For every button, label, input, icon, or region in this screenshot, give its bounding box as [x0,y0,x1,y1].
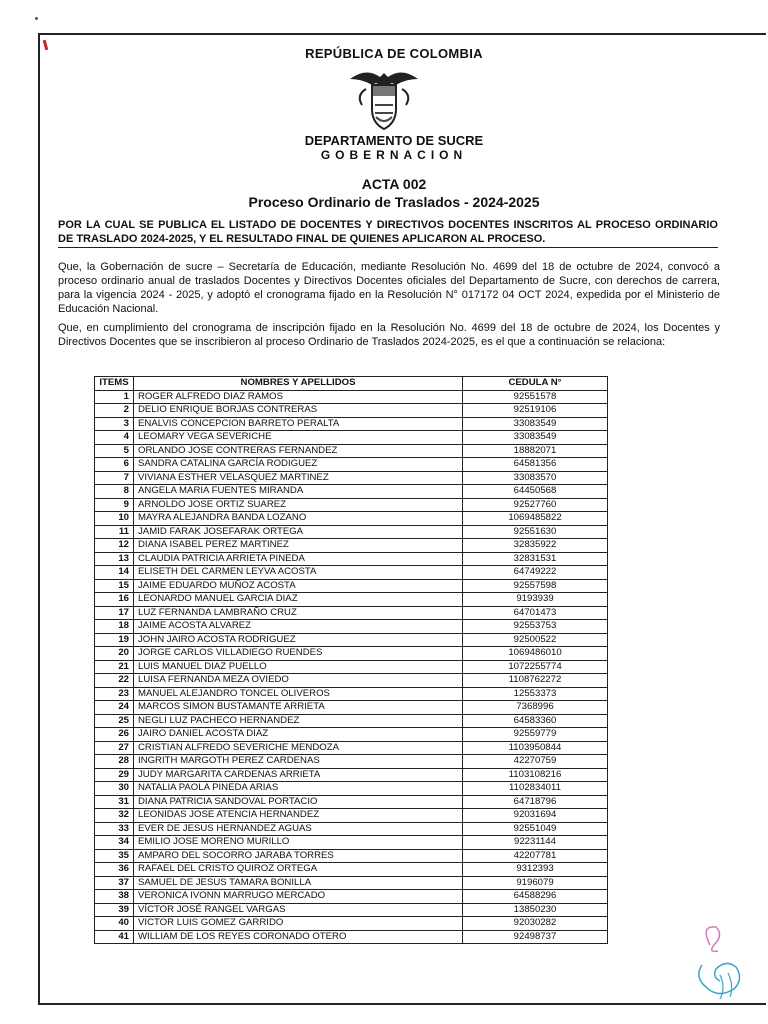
row-cedula: 33083570 [463,471,608,485]
row-item-number: 3 [95,417,134,431]
row-full-name: ENALVIS CONCEPCION BARRETO PERALTA [134,417,463,431]
row-full-name: NATALIA PAOLA PINEDA ARIAS [134,782,463,796]
row-cedula: 92527760 [463,498,608,512]
table-row [95,579,608,593]
table-row [95,660,608,674]
table-row [95,903,608,917]
row-item-number: 21 [95,660,134,674]
row-item-number: 33 [95,822,134,836]
government-title: GOBERNACION [320,148,468,162]
row-cedula: 12553373 [463,687,608,701]
table-row [95,701,608,715]
paragraph-2: Que, en cumplimiento del cronograma de inscripción fijado en la Resolución No. 4699 del 18 de octubre de 2024, los Docentes y Directivos Docentes que se inscribieron al proceso Ordinario de Traslados 2024-2025, es el que a continuación se relaciona: [58,322,720,348]
row-full-name: DIANA ISABEL PEREZ MARTINEZ [134,539,463,553]
row-full-name: VÍCTOR JOSÉ RANGEL VARGAS [134,903,463,917]
row-item-number: 1 [95,390,134,404]
row-cedula: 32831531 [463,552,608,566]
table-row [95,674,608,688]
table-row [95,741,608,755]
scan-dot [35,17,38,20]
row-full-name: LEONIDAS JOSE ATENCIA HERNANDEZ [134,809,463,823]
row-item-number: 18 [95,620,134,634]
row-full-name: LUIS MANUEL DIAZ PUELLO [134,660,463,674]
table-row [95,471,608,485]
row-item-number: 7 [95,471,134,485]
row-full-name: RAFAEL DEL CRISTO QUIROZ ORTEGA [134,863,463,877]
table-row [95,917,608,931]
row-cedula: 9196079 [463,876,608,890]
row-item-number: 24 [95,701,134,715]
table-header-row [95,377,608,391]
row-cedula: 1108762272 [463,674,608,688]
row-full-name: EMILIO JOSE MORENO MURILLO [134,836,463,850]
country-title: REPÚBLICA DE COLOMBIA [305,46,483,61]
row-cedula: 1069485822 [463,512,608,526]
row-cedula: 42270759 [463,755,608,769]
row-full-name: LEONARDO MANUEL GARCIA DIAZ [134,593,463,607]
table-row [95,768,608,782]
table-row [95,566,608,580]
table-row [95,525,608,539]
row-cedula: 92031694 [463,809,608,823]
row-full-name: ANGELA MARIA FUENTES MIRANDA [134,485,463,499]
row-cedula: 92231144 [463,836,608,850]
row-cedula: 7368996 [463,701,608,715]
row-item-number: 19 [95,633,134,647]
row-item-number: 32 [95,809,134,823]
row-full-name: LUISA FERNANDA MEZA OVIEDO [134,674,463,688]
table-row [95,593,608,607]
table-row [95,647,608,661]
row-cedula: 92500522 [463,633,608,647]
row-full-name: ROGER ALFREDO DIAZ RAMOS [134,390,463,404]
row-item-number: 6 [95,458,134,472]
row-cedula: 64588296 [463,890,608,904]
row-item-number: 4 [95,431,134,445]
row-item-number: 30 [95,782,134,796]
row-item-number: 11 [95,525,134,539]
row-item-number: 41 [95,930,134,944]
row-item-number: 25 [95,714,134,728]
row-item-number: 26 [95,728,134,742]
row-full-name: JOHN JAIRO ACOSTA RODRIGUEZ [134,633,463,647]
row-cedula: 32835922 [463,539,608,553]
row-item-number: 38 [95,890,134,904]
table-row [95,552,608,566]
row-full-name: VERONICA IVONN MARRUGO MERCADO [134,890,463,904]
row-full-name: DIANA PATRICIA SANDOVAL PORTACIO [134,795,463,809]
row-cedula: 92553753 [463,620,608,634]
row-full-name: VIVIANA ESTHER VELASQUEZ MARTINEZ [134,471,463,485]
acta-block [0,176,768,210]
header-cedula: CEDULA N° [463,377,608,391]
row-cedula: 64581356 [463,458,608,472]
row-full-name: DELIO ENRIQUE BORJAS CONTRERAS [134,404,463,418]
handwritten-signature [690,915,750,1005]
table-row [95,606,608,620]
row-cedula: 9193939 [463,593,608,607]
row-cedula: 64701473 [463,606,608,620]
row-item-number: 8 [95,485,134,499]
table-row [95,863,608,877]
table-row [95,390,608,404]
row-full-name: CRISTIAN ALFREDO SEVERICHE MENDOZA [134,741,463,755]
row-full-name: INGRITH MARGOTH PEREZ CARDENAS [134,755,463,769]
row-full-name: SANDRA CATALINA GARCÍA RODIGUEZ [134,458,463,472]
row-item-number: 23 [95,687,134,701]
table-row [95,417,608,431]
table-row [95,876,608,890]
row-cedula: 18882071 [463,444,608,458]
acta-process: Proceso Ordinario de Traslados - 2024-2025 [248,194,540,210]
row-full-name: MANUEL ALEJANDRO TONCEL OLIVEROS [134,687,463,701]
acta-number: ACTA 002 [361,176,427,192]
row-item-number: 5 [95,444,134,458]
row-cedula: 1103950844 [463,741,608,755]
table-row [95,890,608,904]
row-cedula: 1069486010 [463,647,608,661]
row-item-number: 15 [95,579,134,593]
row-full-name: AMPARO DEL SOCORRO JARABA TORRES [134,849,463,863]
row-cedula: 92519106 [463,404,608,418]
row-cedula: 13850230 [463,903,608,917]
table-row [95,930,608,944]
row-item-number: 9 [95,498,134,512]
row-full-name: MAYRA ALEJANDRA BANDA LOZANO [134,512,463,526]
row-full-name: LUZ FERNANDA LAMBRAÑO CRUZ [134,606,463,620]
row-cedula: 92551578 [463,390,608,404]
row-item-number: 10 [95,512,134,526]
row-cedula: 42207781 [463,849,608,863]
row-full-name: JAMID FARAK JOSEFARAK ORTEGA [134,525,463,539]
row-cedula: 64749222 [463,566,608,580]
row-item-number: 14 [95,566,134,580]
row-item-number: 27 [95,741,134,755]
table-row [95,795,608,809]
table-row [95,822,608,836]
table-row [95,444,608,458]
row-item-number: 28 [95,755,134,769]
table-row [95,809,608,823]
row-item-number: 37 [95,876,134,890]
row-full-name: ARNOLDO JOSE ORTIZ SUAREZ [134,498,463,512]
paragraph-1: Que, la Gobernación de sucre – Secretaría de Educación, mediante Resolución No. 4699 del 18 de octubre de 2024, convocó a proceso ordinario anual de traslados Docentes y Directivos Docentes oficiales del Departamento de Sucre, con derechos de carrera, para la vigencia 2024 - 2025, y adoptó el cronograma fijado en la Resolución N° 017172 04 OCT 2024, expedida por el Ministerio de Educación Nacional. [58,261,720,315]
department-title: DEPARTAMENTO DE SUCRE [304,133,484,148]
table-row [95,512,608,526]
row-cedula: 33083549 [463,417,608,431]
row-cedula: 92559779 [463,728,608,742]
row-cedula: 92551630 [463,525,608,539]
row-item-number: 39 [95,903,134,917]
resolution-heading: POR LA CUAL SE PUBLICA EL LISTADO DE DOCENTES Y DIRECTIVOS DOCENTES INSCRITOS AL PROCESO ORDINARIO DE TRASLADO 2024-2025, Y EL RESULTADO FINAL DE QUIENES APLICARON AL PROCESO. [58,218,718,248]
row-full-name: JORGE CARLOS VILLADIEGO RUENDES [134,647,463,661]
row-item-number: 29 [95,768,134,782]
table-row [95,485,608,499]
row-cedula: 92498737 [463,930,608,944]
header-items: ITEMS [95,377,134,391]
row-item-number: 34 [95,836,134,850]
row-cedula: 92551049 [463,822,608,836]
coat-of-arms-icon [346,65,422,131]
row-full-name: EVER DE JESUS HERNANDEZ AGUAS [134,822,463,836]
row-full-name: CLAUDIA PATRICIA ARRIETA PINEDA [134,552,463,566]
table-row [95,714,608,728]
row-cedula: 64450568 [463,485,608,499]
row-cedula: 33083549 [463,431,608,445]
table-row [95,836,608,850]
row-item-number: 40 [95,917,134,931]
row-item-number: 20 [95,647,134,661]
row-full-name: MARCOS SIMON BUSTAMANTE ARRIETA [134,701,463,715]
table-row [95,849,608,863]
row-cedula: 92557598 [463,579,608,593]
row-item-number: 36 [95,863,134,877]
row-full-name: VICTOR LUIS GOMEZ GARRIDO [134,917,463,931]
table-row [95,458,608,472]
row-cedula: 64718796 [463,795,608,809]
row-full-name: ORLANDO JOSE CONTRERAS FERNANDEZ [134,444,463,458]
registrants-table [94,376,608,944]
header-names: NOMBRES Y APELLIDOS [134,377,463,391]
row-full-name: WILLIAM DE LOS REYES CORONADO OTERO [134,930,463,944]
row-item-number: 22 [95,674,134,688]
row-item-number: 35 [95,849,134,863]
row-full-name: SAMUEL DE JESUS TAMARA BONILLA [134,876,463,890]
row-cedula: 9312393 [463,863,608,877]
table-row [95,620,608,634]
row-item-number: 13 [95,552,134,566]
row-full-name: ELISETH DEL CARMEN LEYVA ACOSTA [134,566,463,580]
row-cedula: 92030282 [463,917,608,931]
row-full-name: LEOMARY VEGA SEVERICHE [134,431,463,445]
table-row [95,404,608,418]
table-row [95,539,608,553]
table-row [95,728,608,742]
document-header [0,46,768,162]
row-full-name: JAIME EDUARDO MUÑOZ ACOSTA [134,579,463,593]
row-item-number: 31 [95,795,134,809]
row-full-name: JUDY MARGARITA CARDENAS ARRIETA [134,768,463,782]
row-item-number: 12 [95,539,134,553]
table-row [95,687,608,701]
row-cedula: 1103108216 [463,768,608,782]
table-row [95,755,608,769]
row-cedula: 1072255774 [463,660,608,674]
row-cedula: 64583360 [463,714,608,728]
row-full-name: JAIRO DANIEL ACOSTA DIAZ [134,728,463,742]
row-item-number: 2 [95,404,134,418]
table-row [95,498,608,512]
row-full-name: JAIME ACOSTA ALVAREZ [134,620,463,634]
table-row [95,782,608,796]
row-item-number: 16 [95,593,134,607]
row-cedula: 1102834011 [463,782,608,796]
table-row [95,633,608,647]
table-row [95,431,608,445]
row-item-number: 17 [95,606,134,620]
row-full-name: NEGLI LUZ PACHECO HERNANDEZ [134,714,463,728]
